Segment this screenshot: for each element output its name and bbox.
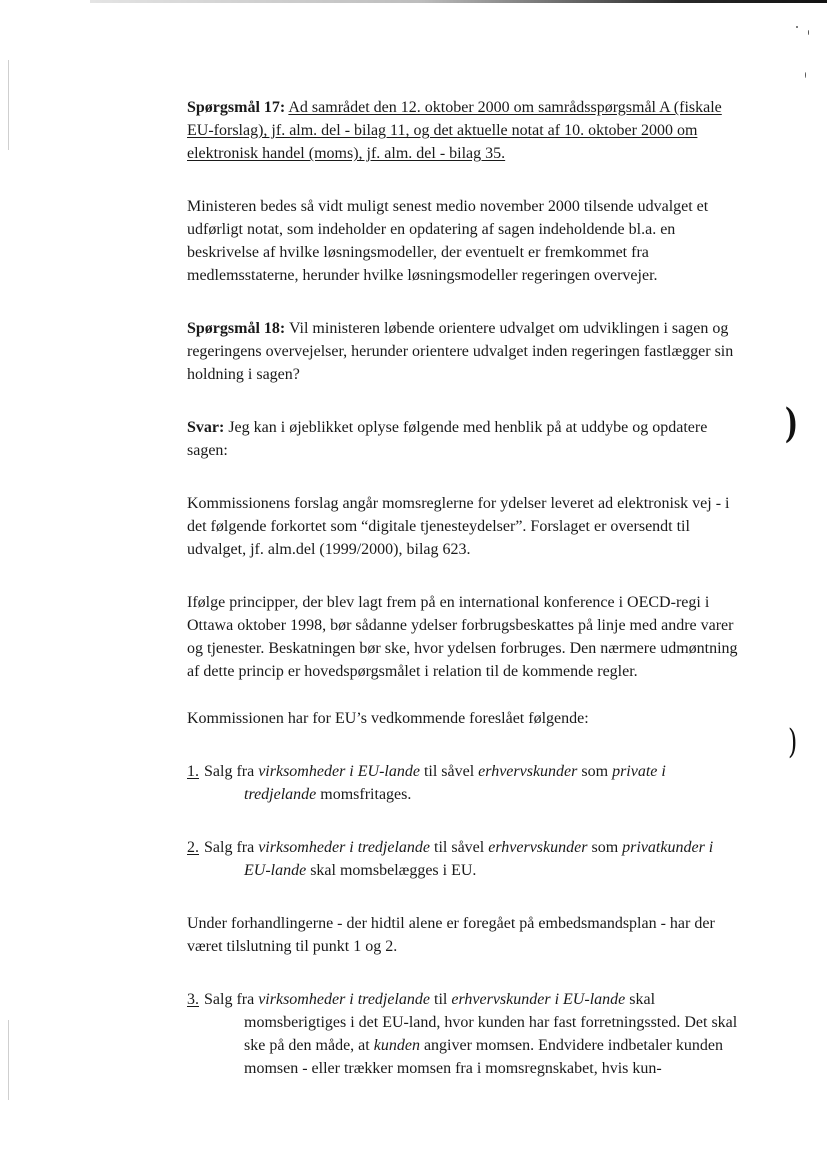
answer-intro-text: Jeg kan i øjeblikket oplyse følgende med henblik på at uddybe og opdatere sagen: [187,419,708,459]
answer-paragraph-1: Kommissionens forslag angår momsreglerne for ydelser leveret ad elektronisk vej - i det følgende forkortet som “digitale tjenesteydelser”. Forslaget er oversendt til udvalget, jf. alm.del (1999/2000), bilag 623. [187,495,730,558]
list-item-text: skal momsbelægges i EU. [306,862,477,879]
answer-label: Svar: [187,419,225,436]
list-item-text: som [577,763,613,780]
margin-bracket-mark: ) [787,722,798,762]
list-item-emphasis: private i tredjelande [244,763,666,803]
list-item-text: momsfritages. [316,786,412,803]
list-item-text: Salg fra [204,763,259,780]
scan-top-edge [90,0,827,3]
list-item-emphasis: virksomheder i EU-lande [258,763,420,780]
list-item-text: til såvel [419,763,479,780]
list-item-text: angiver momsen. Endvidere indbetaler kunden momsen - eller trækker momsen fra i momsregnskabet, hvis kun- [244,1037,723,1077]
list-item-text: som [587,839,623,856]
question-18 [187,317,741,386]
list-item-1 [187,760,741,806]
list-item-2 [187,836,741,882]
list-item-text: til såvel [430,839,489,856]
answer-paragraph-2: Ifølge principper, der blev lagt frem på en international konference i OECD-regi i Ottawa oktober 1998, bør sådanne ydelser forbrugsbeskattes på linje med andre varer og tjenester. Beskatningen bør ske, hvor ydelsen forbruges. Den nærmere udmøntning af dette princip er hovedspørgsmålet i relation til de kommende regler. [187,594,738,680]
question-17-heading [187,96,741,165]
list-item-number: 1. [187,763,199,780]
question-18-label: Spørgsmål 18: [187,320,286,337]
question-17-reference: Ad samrådet den 12. oktober 2000 om samrådsspørgsmål A (fiskale EU-forslag), jf. alm. del - bilag 11, og det aktuelle notat af 10. oktober 2000 om elektronisk handel (moms), jf. alm. del - bilag 35. [187,99,722,162]
list-item-emphasis: kunden [373,1037,420,1054]
list-item-emphasis: erhvervskunder [478,763,578,780]
list-item-emphasis: virksomheder i tredjelande [258,839,431,856]
list-item-number: 2. [187,839,199,856]
scan-margin-line [8,1020,9,1100]
list-item-number: 3. [187,991,199,1008]
question-17-label: Spørgsmål 17: [187,99,286,116]
list-item-emphasis: privatkunder i EU-lande [244,839,714,879]
answer-paragraph-3: Kommissionen har for EU’s vedkommende foreslået følgende: [187,710,589,727]
list-item-text: skal momsberigtiges i det EU-land, hvor kunden har fast forretningssted. Det skal ske på den måde, at [244,991,738,1054]
scan-speck [805,72,806,78]
margin-bracket-mark: ) [784,400,799,447]
question-17-body: Ministeren bedes så vidt muligt senest medio november 2000 tilsende udvalget et udførligt notat, som indeholder en opdatering af sagen indeholdende bl.a. en beskrivelse af hvilke løsningsmodeller, der eventuelt er fremkommet fra medlemsstaterne, herunder hvilke løsningsmodeller regeringen overvejer. [187,198,709,284]
list-item-text: Salg fra [204,839,259,856]
list-item-3 [187,988,741,1080]
answer-paragraph-4: Under forhandlingerne - der hidtil alene er foregået på embedsmandsplan - har der været tilslutning til punkt 1 og 2. [187,915,715,955]
scan-speck [808,30,809,35]
document-page [187,96,741,1080]
list-item-emphasis: erhvervskunder [488,839,588,856]
answer-intro [187,416,741,462]
list-item-emphasis: virksomheder i tredjelande [258,991,431,1008]
scan-speck [796,26,798,28]
list-item-text: Salg fra [204,991,259,1008]
list-item-text: til [430,991,452,1008]
list-item-emphasis: erhvervskunder i EU-lande [451,991,626,1008]
question-18-body: Vil ministeren løbende orientere udvalget om udviklingen i sagen og regeringens overvejelser, herunder orientere udvalget inden regeringen fastlægger sin holdning i sagen? [187,320,734,383]
scan-margin-line [8,60,9,150]
